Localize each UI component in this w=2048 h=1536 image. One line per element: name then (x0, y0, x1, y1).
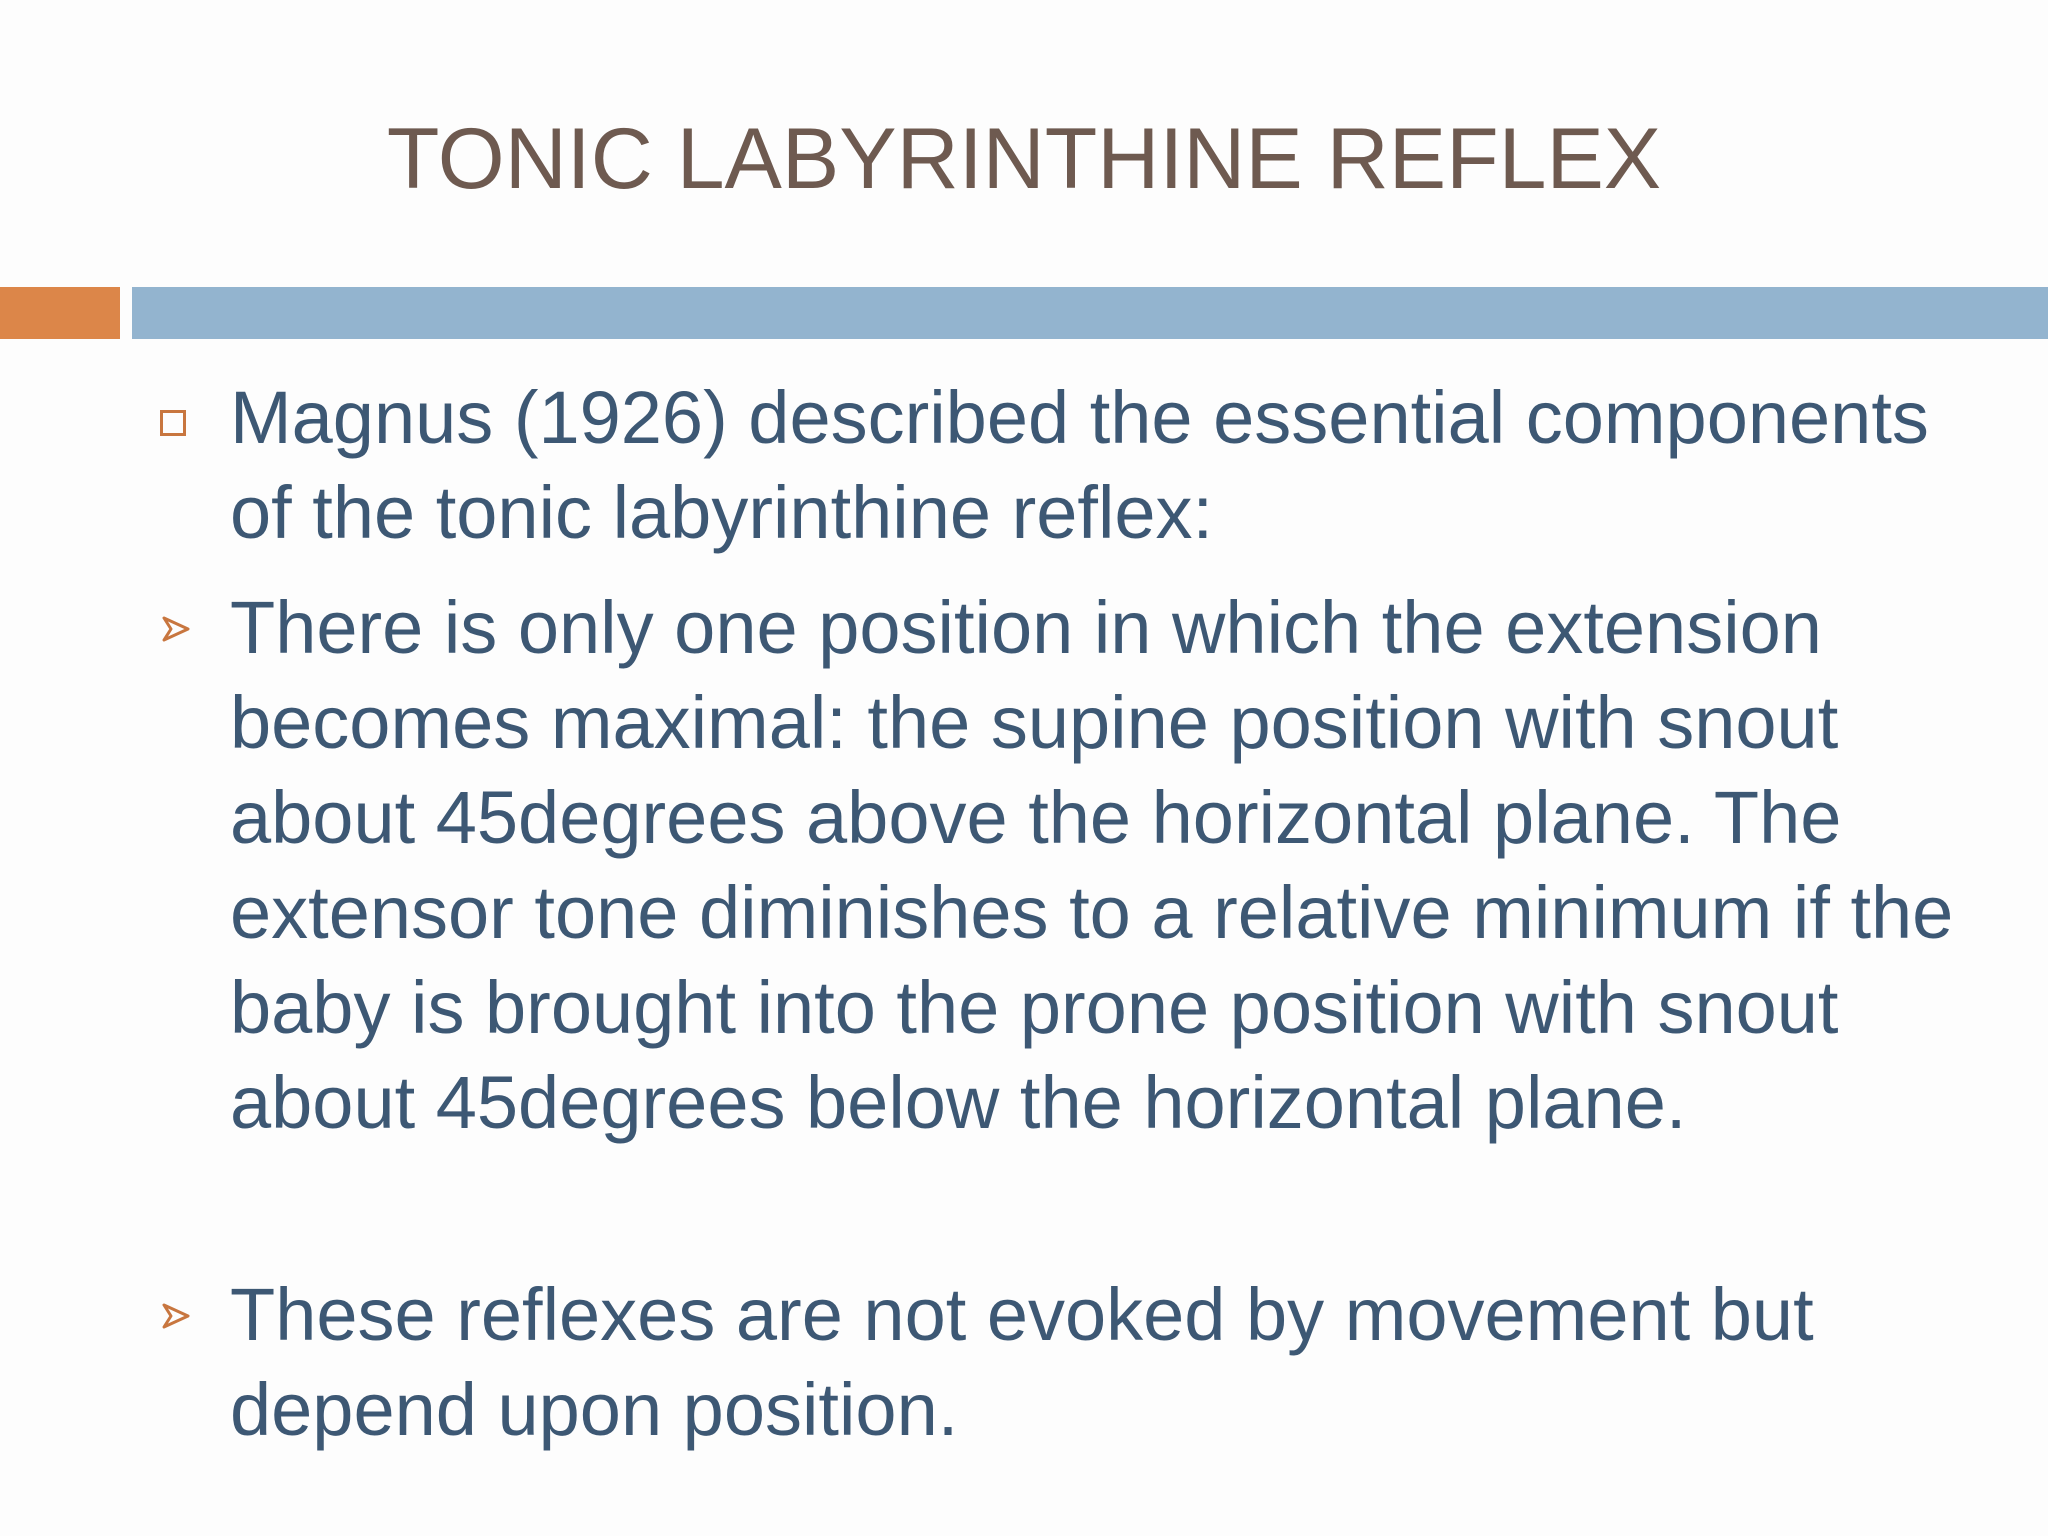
list-item-text: There is only one position in which the extension becomes maximal: the supine position with snout about 45degrees above the horizontal plane. The extensor tone diminishes to a relative minimum if the baby is brought into the prone position with snout about 45degrees below the horizontal plane. (230, 586, 1954, 1144)
accent-bar (0, 287, 120, 339)
arrow-bullet-icon (160, 612, 200, 652)
list-item-text: These reflexes are not evoked by movement but depend upon position. (230, 1273, 1814, 1451)
arrow-bullet-icon (160, 1299, 200, 1339)
square-bullet-icon (160, 410, 200, 450)
list-item-text: Magnus (1926) described the essential components of the tonic labyrinthine reflex: (230, 376, 1929, 554)
slide-title: TONIC LABYRINTHINE REFLEX (386, 111, 1662, 207)
title-divider-bar (132, 287, 2048, 339)
